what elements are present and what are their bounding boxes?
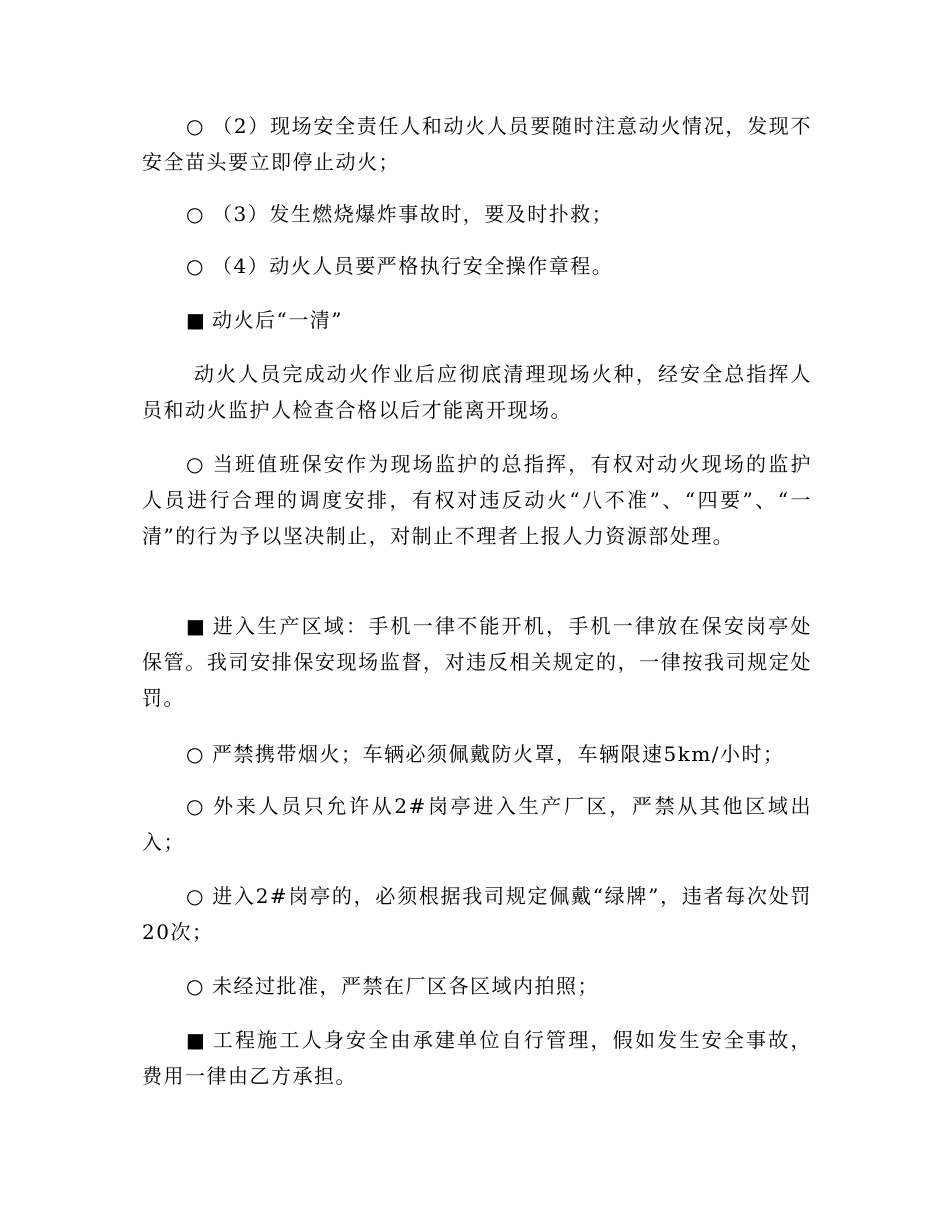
section-heading-construction-safety xyxy=(142,1022,812,1094)
paragraph-text: 进入生产区域：手机一律不能开机，手机一律放在保安岗亭处保管。我司安排保安现场监督，对违反相关规定的，一律按我司规定处罚。 xyxy=(142,614,812,710)
paragraph-text: 严禁携带烟火；车辆必须佩戴防火罩，车辆限速5km/小时； xyxy=(212,742,785,766)
paragraph-green-badge xyxy=(142,878,812,950)
section-heading-after-fire xyxy=(142,302,812,338)
paragraph-text: 进入2#岗亭的，必须根据我司规定佩戴“绿牌”，违者每次处罚20次； xyxy=(142,884,812,944)
paragraph-guard-authority xyxy=(142,446,812,554)
square-bullet-icon: ■ xyxy=(186,614,207,638)
circle-bullet-icon: ○ xyxy=(186,974,205,998)
paragraph-text: 工程施工人身安全由承建单位自行管理，假如发生安全事故，费用一律由乙方承担。 xyxy=(142,1028,812,1088)
paragraph-fire-monitoring xyxy=(142,108,812,180)
paragraph-text: （4）动火人员要严格执行安全操作章程。 xyxy=(212,254,614,278)
circle-bullet-icon: ○ xyxy=(186,742,205,766)
paragraph-visitor-entry xyxy=(142,788,812,860)
section-heading-production-area xyxy=(142,608,812,716)
circle-bullet-icon: ○ xyxy=(186,202,205,226)
paragraph-text: 外来人员只允许从2#岗亭进入生产厂区，严禁从其他区域出入； xyxy=(142,794,812,854)
paragraph-cleanup xyxy=(142,356,812,428)
square-bullet-icon: ■ xyxy=(186,308,207,332)
circle-bullet-icon: ○ xyxy=(186,254,205,278)
circle-bullet-icon: ○ xyxy=(186,794,205,818)
circle-bullet-icon: ○ xyxy=(186,452,205,476)
paragraph-text: （2）现场安全责任人和动火人员要随时注意动火情况，发现不安全苗头要立即停止动火； xyxy=(142,114,812,174)
circle-bullet-icon: ○ xyxy=(186,114,205,138)
paragraph-no-photos xyxy=(142,968,812,1004)
paragraph-text: （3）发生燃烧爆炸事故时，要及时扑救； xyxy=(212,202,614,226)
paragraph-fire-rescue xyxy=(142,196,812,232)
paragraph-text: 未经过批准，严禁在厂区各区域内拍照； xyxy=(212,974,599,998)
paragraph-operating-rules xyxy=(142,248,812,284)
circle-bullet-icon: ○ xyxy=(186,884,205,908)
paragraph-text: 当班值班保安作为现场监护的总指挥，有权对动火现场的监护人员进行合理的调度安排，有权对违反动火“八不准”、“四要”、“一清”的行为予以坚决制止，对制止不理者上报人力资源部处理。 xyxy=(142,452,812,548)
square-bullet-icon: ■ xyxy=(186,1028,207,1052)
paragraph-no-fire-speed-limit xyxy=(142,736,812,772)
paragraph-text: 动火人员完成动火作业后应彻底清理现场火种，经安全总指挥人员和动火监护人检查合格以后才能离开现场。 xyxy=(142,362,812,422)
section-heading-text: 动火后“一清” xyxy=(212,308,343,332)
